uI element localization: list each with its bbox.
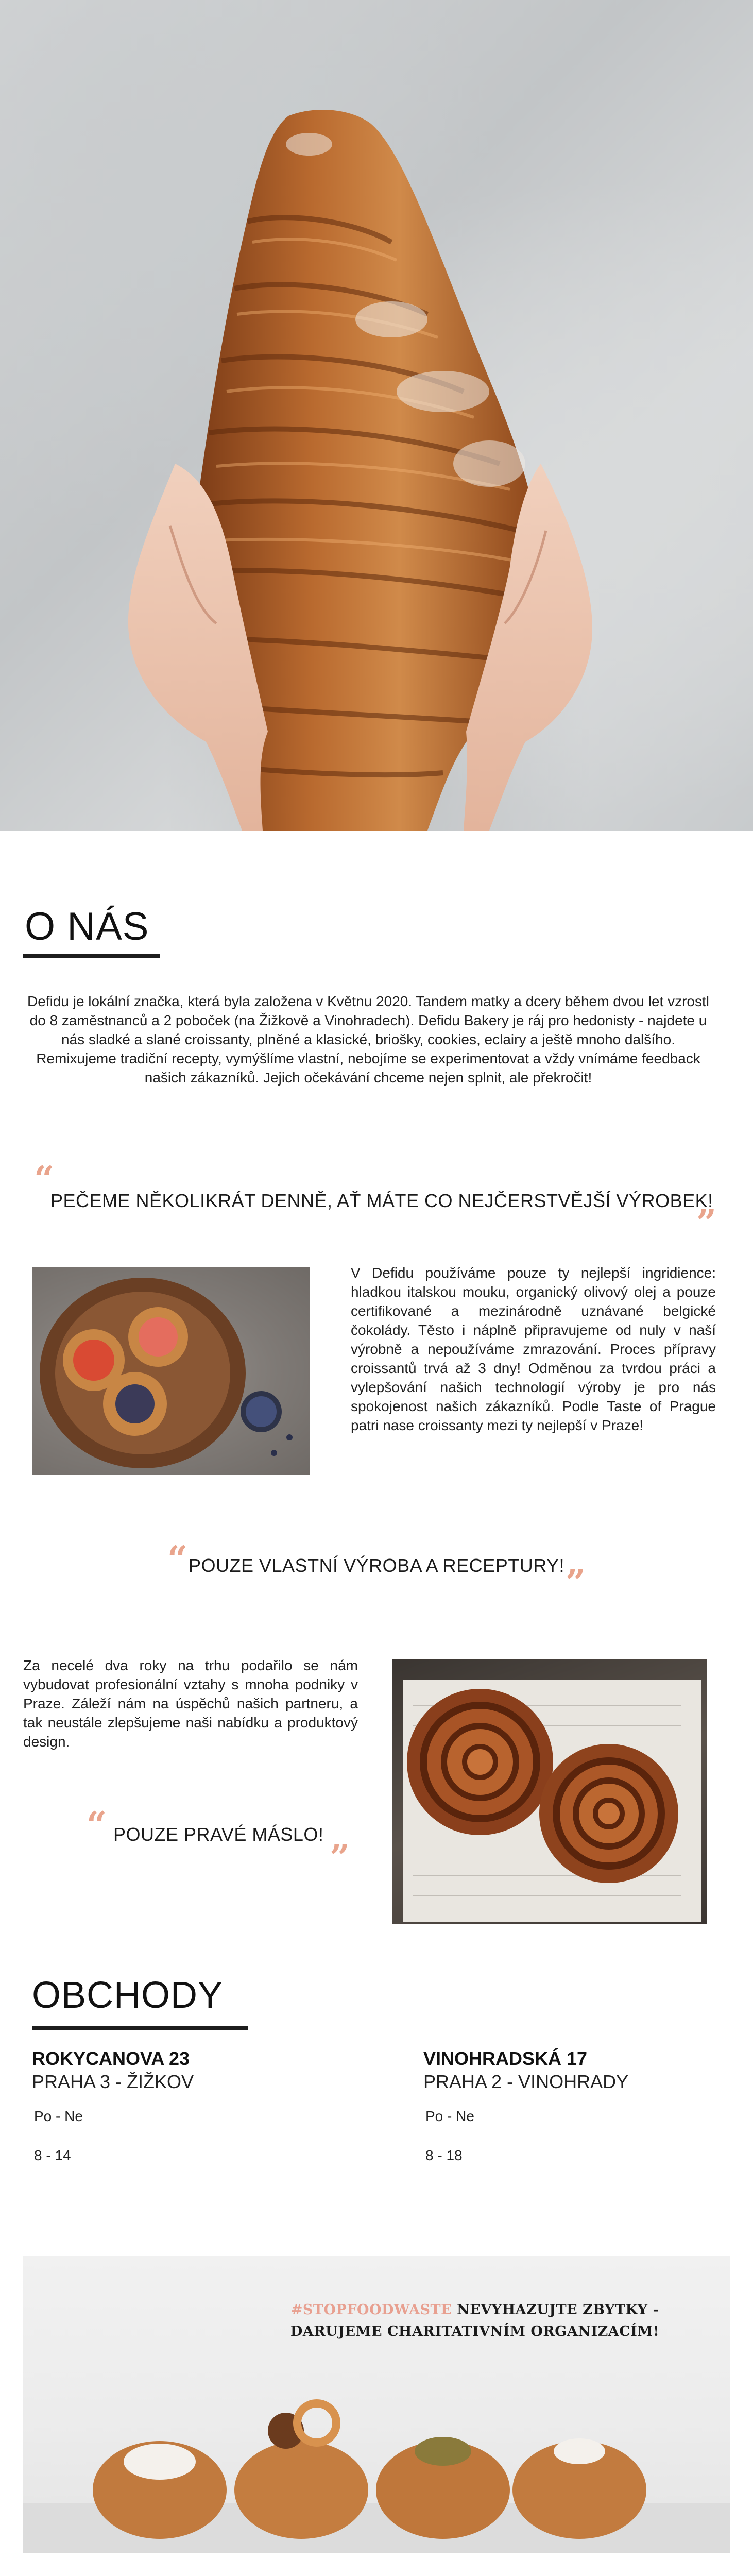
quote-real-butter: POUZE PRAVÉ MÁSLO! bbox=[113, 1824, 324, 1845]
quote-open-icon: “ bbox=[167, 1538, 188, 1580]
croissant-illustration bbox=[0, 0, 753, 831]
hero-image bbox=[0, 0, 753, 831]
quote-open-icon: “ bbox=[87, 1804, 107, 1845]
store-1-days: Po - Ne bbox=[34, 2108, 83, 2124]
store-2-name: VINOHRADSKÁ 17 bbox=[423, 2048, 588, 2069]
quote-close-icon: ” bbox=[696, 1202, 717, 1244]
store-2-days: Po - Ne bbox=[425, 2108, 474, 2124]
stores-title-underline bbox=[32, 2026, 248, 2030]
banner-text bbox=[269, 2299, 681, 2343]
store-2-city: PRAHA 2 - VINOHRADY bbox=[423, 2071, 629, 2092]
quote-close-icon: ” bbox=[566, 1562, 586, 1603]
quote-open-icon: “ bbox=[34, 1159, 55, 1200]
banner-line-1: NEVYHAZUJTE ZBYTKY - bbox=[452, 2302, 659, 2318]
ingredients-text: V Defidu používáme pouze ty nejlepší ingridience: hladkou italskou mouku, organický olivový olej a pouze certifikované a mezinárodně uznávané belgické čokolády. Těsto i náplně připravujeme od nuly v naší výrobně a nepoužíváme zmrazování. Proces přípravy croissantů trvá až 3 dny! Odměnou za tvrdou práci a vylepšování našich technologií výroby je pro nás spokojenost našich zákazníků. Podle Taste of Prague patri nase croissanty mezi ty nejlepší v Praze! bbox=[351, 1265, 716, 1433]
about-text: Defidu je lokální značka, která byla založena v Květnu 2020. Tandem matky a dcery během dvou let vzrostl do 8 zaměstnanců a 2 poboček (na Žižkově a Vinohradech). Defidu Bakery je ráj pro hedonisty - najdete u nás sladké a slané croissanty, plněné a klasické, brioškу, cookies, eclairy a ještě mnoho dalšího. Remixujeme tradiční recepty, vymýšlíme vlastní, nebojíme se experimentovat a vždy vnímáme feedback našich zákazníků. Jejich očekávání chceme nejen splnit, ale překročit! bbox=[27, 993, 709, 1086]
about-title-underline bbox=[23, 954, 160, 958]
quote-own-production: POUZE VLASTNÍ VÝROBA A RECEPTURY! bbox=[189, 1555, 565, 1576]
choux-pastries-illustration bbox=[23, 2374, 730, 2553]
banner-line-2: DARUJEME CHARITATIVNÍM ORGANIZACÍM! bbox=[290, 2324, 660, 2340]
pastries-on-board-photo bbox=[32, 1267, 310, 1475]
partners-text: Za necelé dva roky na trhu podařilo se nám vybudovat profesionální vztahy s mnoha podniky v Praze. Záleží nám na úspěchů našich partneru, a tak neustále zlepšujeme naši nabídku a produktový design. bbox=[23, 1657, 358, 1750]
stop-food-waste-banner bbox=[23, 2256, 730, 2553]
store-2-hours: 8 - 18 bbox=[425, 2147, 463, 2163]
quote-close-icon: ” bbox=[330, 1837, 350, 1878]
store-1-city: PRAHA 3 - ŽIŽKOV bbox=[32, 2071, 194, 2092]
cinnamon-rolls-photo bbox=[392, 1659, 707, 1924]
banner-hashtag: #STOPFOODWASTE bbox=[290, 2302, 452, 2318]
stores-title: OBCHODY bbox=[32, 1975, 224, 2016]
quote-bake-daily: PEČEME NĚKOLIKRÁT DENNĚ, AŤ MÁTE CO NEJČERSTVĚJŠÍ VÝROBEK! bbox=[50, 1190, 713, 1211]
about-title: O NÁS bbox=[25, 905, 149, 948]
store-1-name: ROKYCANOVA 23 bbox=[32, 2048, 190, 2069]
store-1-hours: 8 - 14 bbox=[34, 2147, 71, 2163]
